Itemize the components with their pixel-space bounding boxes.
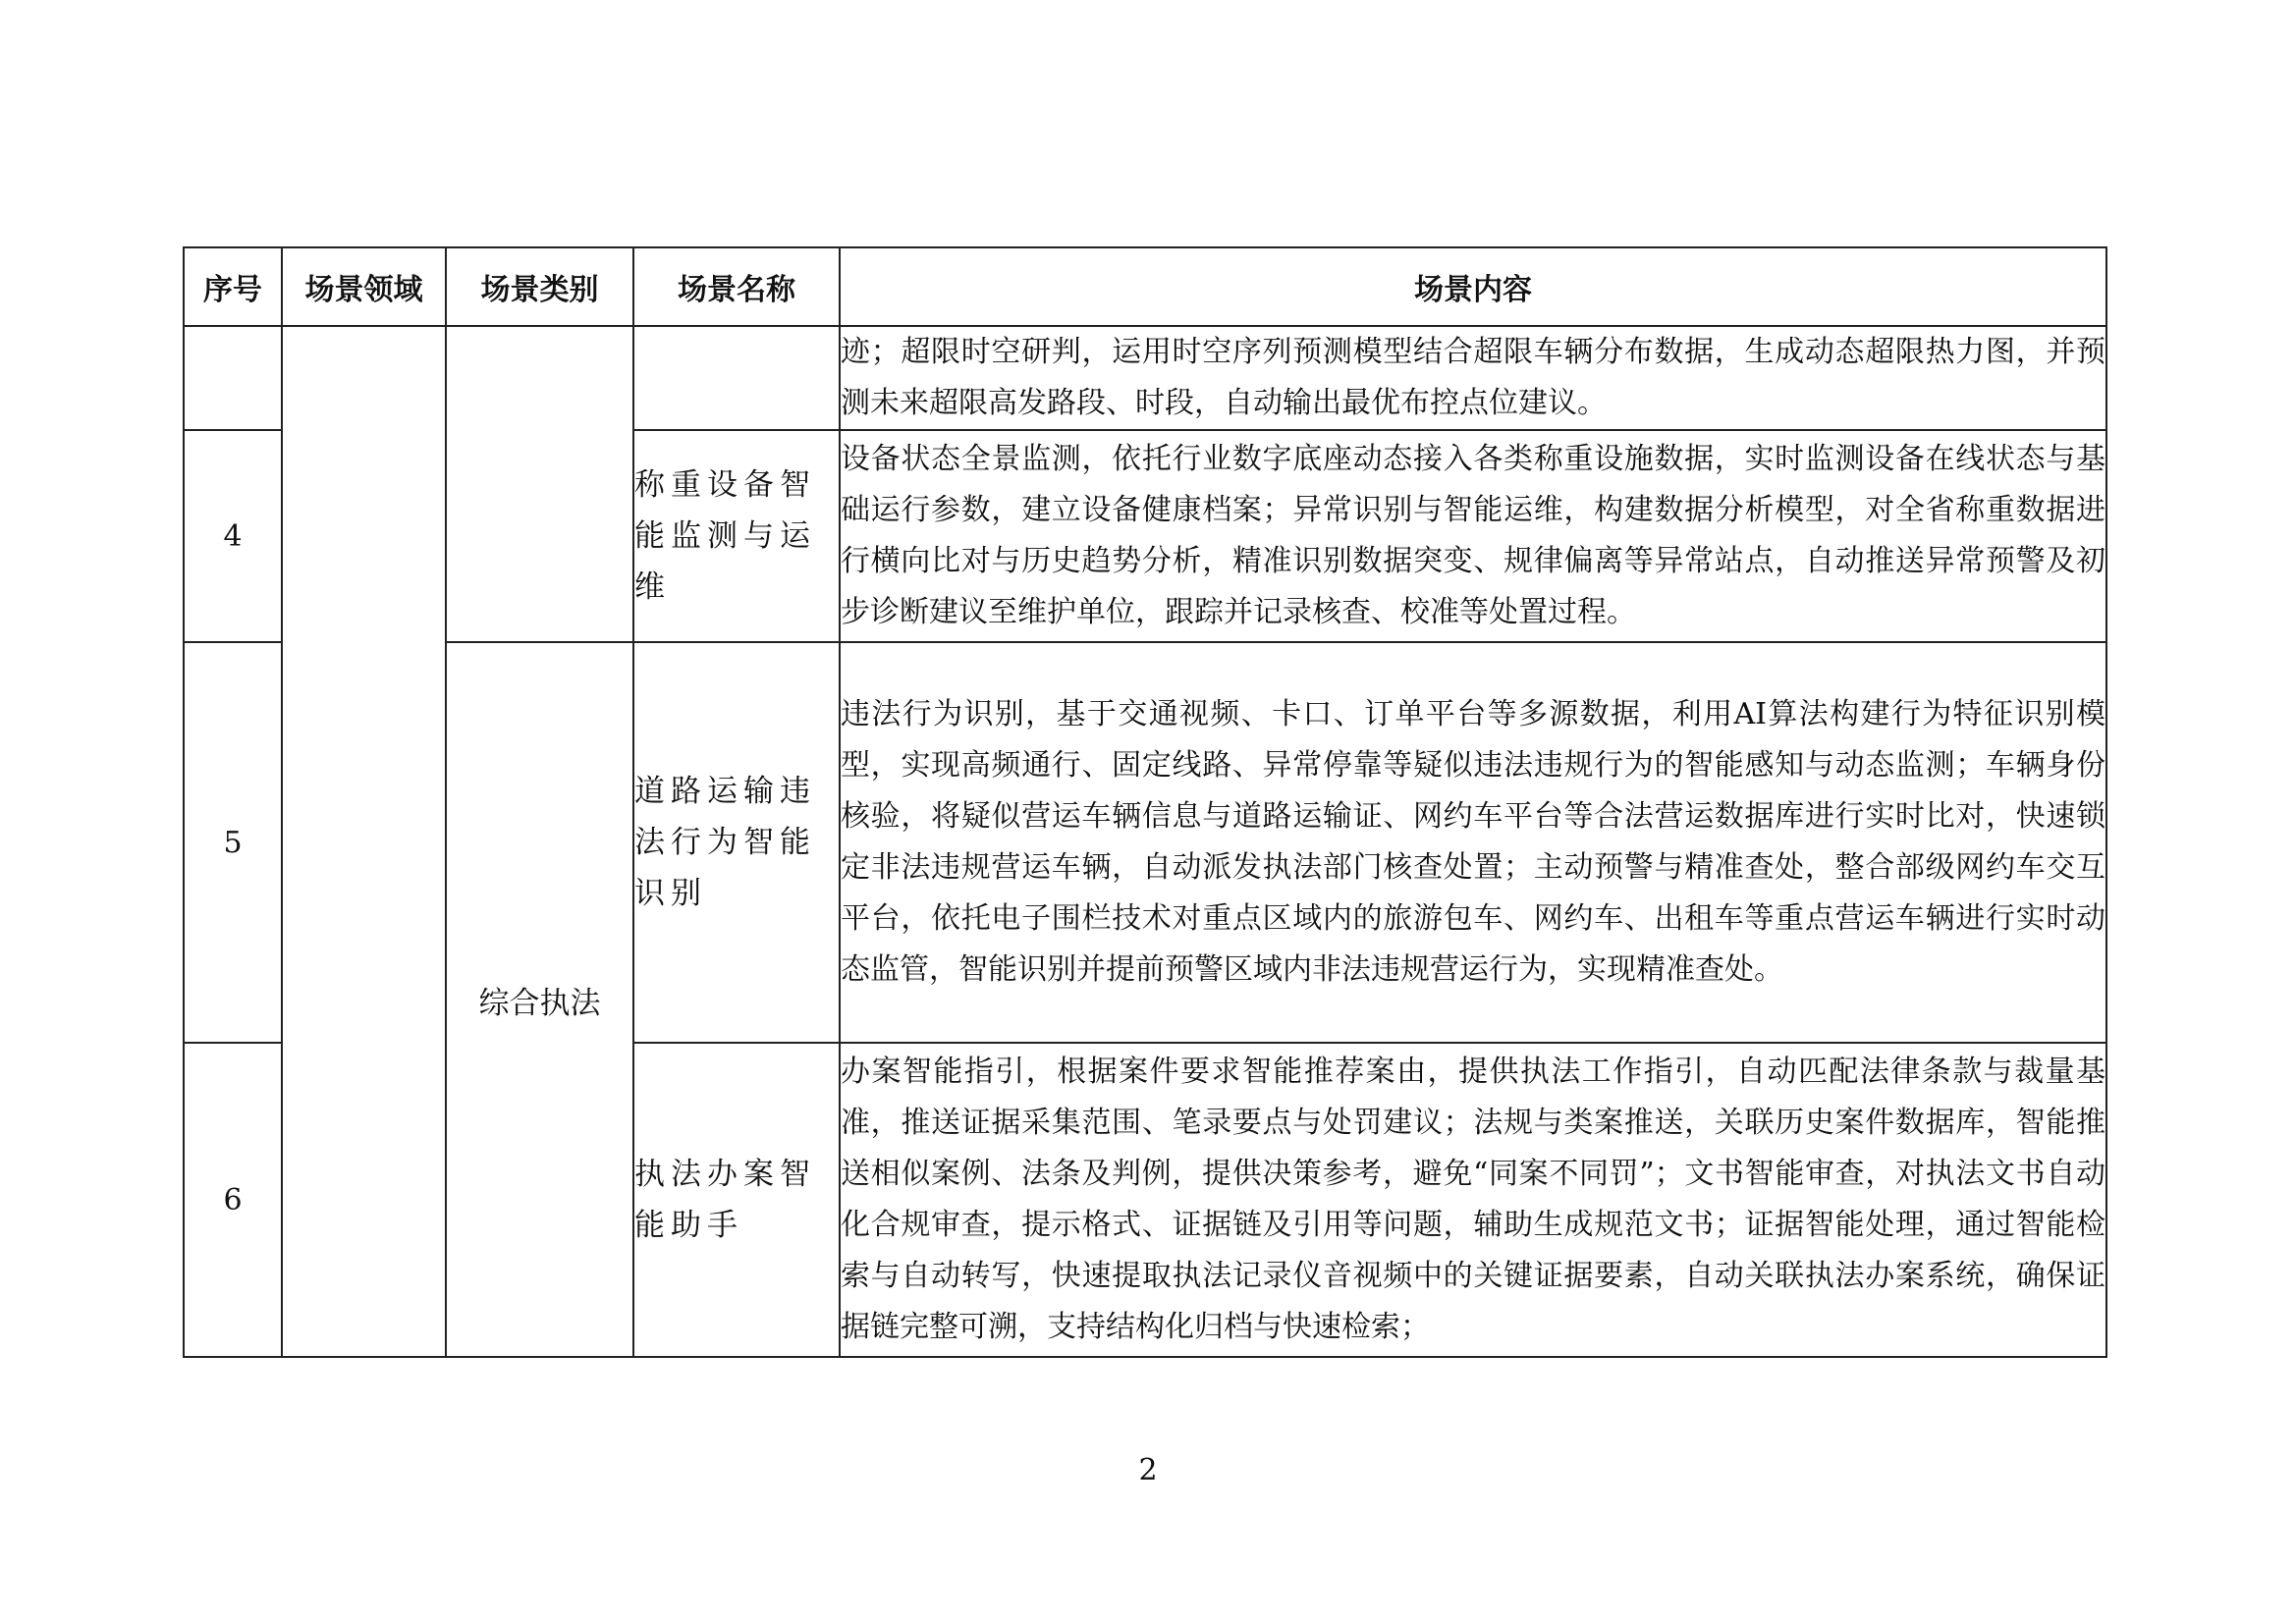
header-content: 场景内容 — [840, 247, 2106, 326]
row-number — [184, 326, 282, 430]
category-cell: 综合执法 — [446, 642, 633, 1357]
scene-content: 办案智能指引，根据案件要求智能推荐案由，提供执法工作指引，自动匹配法律条款与裁量基准，推送证据采集范围、笔录要点与处罚建议；法规与类案推送，关联历史案件数据库，智能推送相似案例、法条及判例，提供决策参考，避免“同案不同罚”；文书智能审查，对执法文书自动化合规审查，提示格式、证据链及引用等问题，辅助生成规范文书；证据智能处理，通过智能检索与自动转写，快速提取执法记录仪音视频中的关键证据要素，自动关联执法办案系统，确保证据链完整可溯，支持结构化归档与快速检索； — [840, 1043, 2106, 1357]
scene-name: 执法办案智能助手 — [633, 1043, 840, 1357]
table-row — [184, 642, 2106, 1043]
category-cell-top — [446, 326, 633, 642]
row-number: 5 — [184, 642, 282, 1043]
scene-content: 迹；超限时空研判，运用时空序列预测模型结合超限车辆分布数据，生成动态超限热力图，并预测未来超限高发路段、时段，自动输出最优布控点位建议。 — [840, 326, 2106, 430]
row-number: 6 — [184, 1043, 282, 1357]
header-domain: 场景领域 — [282, 247, 446, 326]
scene-name: 道路运输违法行为智能识别 — [633, 642, 840, 1043]
scene-content: 设备状态全景监测，依托行业数字底座动态接入各类称重设施数据，实时监测设备在线状态与基础运行参数，建立设备健康档案；异常识别与智能运维，构建数据分析模型，对全省称重数据进行横向比对与历史趋势分析，精准识别数据突变、规律偏离等异常站点，自动推送异常预警及初步诊断建议至维护单位，跟踪并记录核查、校准等处置过程。 — [840, 430, 2106, 642]
domain-cell — [282, 326, 446, 1357]
header-number: 序号 — [184, 247, 282, 326]
header-name: 场景名称 — [633, 247, 840, 326]
scene-table — [183, 246, 2107, 1358]
row-number: 4 — [184, 430, 282, 642]
table-row — [184, 326, 2106, 430]
table-header-row — [184, 247, 2106, 326]
scene-name — [633, 326, 840, 430]
scene-name: 称重设备智能监测与运维 — [633, 430, 840, 642]
scene-content: 违法行为识别，基于交通视频、卡口、订单平台等多源数据，利用AI算法构建行为特征识别模型，实现高频通行、固定线路、异常停靠等疑似违法违规行为的智能感知与动态监测；车辆身份核验，将疑似营运车辆信息与道路运输证、网约车平台等合法营运数据库进行实时比对，快速锁定非法违规营运车辆，自动派发执法部门核查处置；主动预警与精准查处，整合部级网约车交互平台，依托电子围栏技术对重点区域内的旅游包车、网约车、出租车等重点营运车辆进行实时动态监管，智能识别并提前预警区域内非法违规营运行为，实现精准查处。 — [840, 642, 2106, 1043]
page-number: 2 — [1138, 1453, 1158, 1488]
header-category: 场景类别 — [446, 247, 633, 326]
